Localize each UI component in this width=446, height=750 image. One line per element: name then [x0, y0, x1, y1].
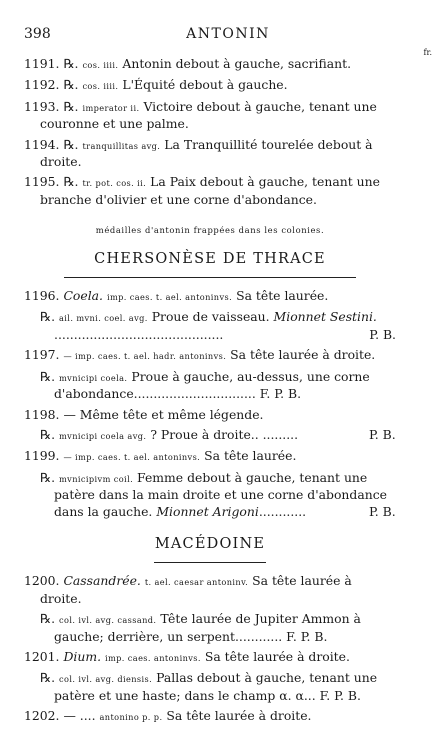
city-name: Dium.	[63, 648, 102, 664]
city-name: Coela.	[63, 288, 103, 304]
divider	[154, 562, 266, 563]
reverse-1197: ℞. mvnicipi coela. Proue à gauche, au-dessus, une corne d'abondance............................... F. P. B.	[40, 368, 370, 402]
entry-1197: 1197. — imp. caes. t. ael. hadr. antoninvs. Sa tête laurée à droite.	[24, 347, 376, 363]
reverse-1200: ℞. col. ivl. avg. cassand. Tête laurée de Jupiter Ammon à gauche; derrière, un serpent............ F. P. B.	[40, 611, 361, 644]
page-header	[24, 26, 432, 57]
margin-mark: fr.	[423, 48, 432, 57]
reverse-1201: ℞. col. ivl. avg. diensis. Pallas debout à gauche, tenant une patère et une haste; dans le champ α. α... F. P. B.	[40, 670, 378, 703]
entry-item: 1194. ℞. tranquillitas avg. La Tranquillité tourelée debout à droite.	[24, 136, 373, 170]
reverse-1198: ℞. mvnicipi coela avg. ? Proue à droite.. ......... P. B.	[40, 426, 396, 442]
page-body	[24, 56, 396, 730]
entry-item: 1191. ℞. cos. iiii. Antonin debout à gauche, sacrifiant.	[24, 56, 352, 71]
entry-item: 1193. ℞. imperator ii. Victoire debout à gauche, tenant une couronne et une palme.	[24, 98, 377, 132]
entry-1201: 1201. Dium. imp. caes. antoninvs. Sa tête laurée à droite.	[24, 648, 350, 664]
region-heading-chersonese: CHERSONÈSE DE THRACE	[94, 250, 326, 267]
entry-1202: 1202. — .... antonino p. p. Sa tête laurée à droite.	[24, 708, 312, 724]
reverse-1196: ℞. ail. mvni. coel. avg. Proue de vaisseau. Mionnet Sestini. ........................................... P. B.	[40, 309, 396, 342]
entry-item: 1195. ℞. tr. pot. cos. ii. La Paix debout à gauche, tenant une branche d'olivier et une corne d'abondance.	[24, 174, 380, 207]
reverse-1199: ℞. mvnicipivm coil. Femme debout à gauche, tenant une patère dans la main droite et une corne d'abondance dans la gauche. Mionnet Arigoni............ P. B.	[40, 469, 396, 519]
entry-item: 1192. ℞. cos. iiii. L'Équité debout à gauche.	[24, 77, 288, 93]
entry-list-antonin	[24, 56, 396, 208]
divider	[64, 277, 356, 278]
city-name: Cassandrée.	[63, 573, 141, 589]
entry-1198: 1198. — Même tête et même légende.	[24, 406, 264, 422]
page-number: 398	[24, 26, 51, 42]
entry-1196: 1196. Coela. imp. caes. t. ael. antoninvs. Sa tête laurée.	[24, 288, 329, 304]
entry-1199: 1199. — imp. caes. t. ael. antoninvs. Sa tête laurée.	[24, 448, 297, 464]
colonies-heading: médailles d'antonin frappées dans les colonies.	[95, 225, 325, 236]
region-heading-macedoine: MACÉDOINE	[154, 535, 266, 552]
running-title: ANTONIN	[186, 26, 270, 42]
entry-1200: 1200. Cassandrée. t. ael. caesar antoninv. Sa tête laurée à droite.	[24, 573, 352, 606]
